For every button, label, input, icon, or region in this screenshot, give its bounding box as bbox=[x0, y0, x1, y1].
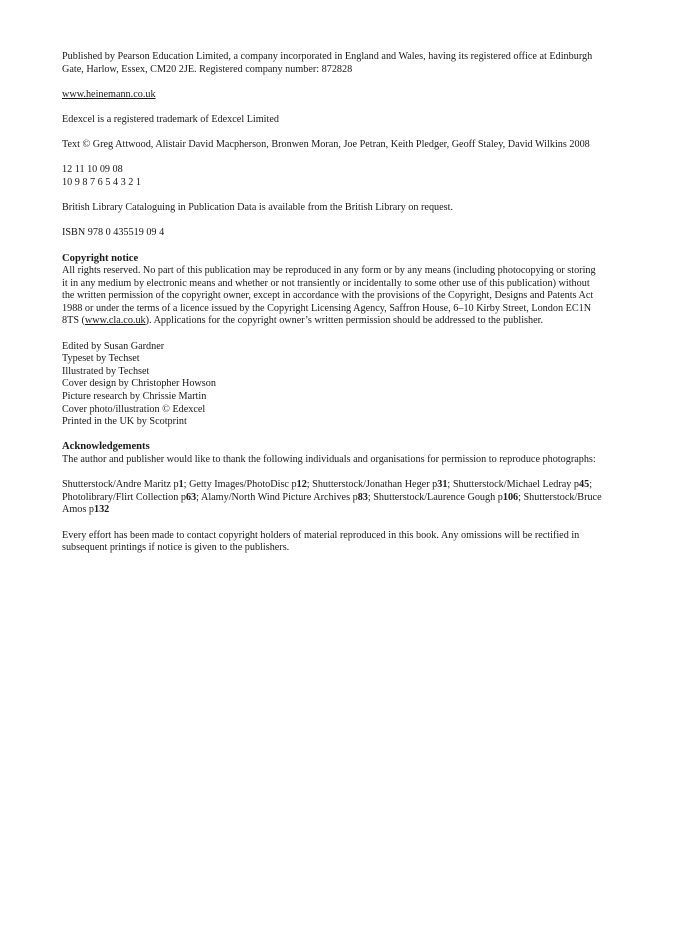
website-link[interactable] bbox=[62, 89, 602, 102]
website-url[interactable]: www.heinemann.co.uk bbox=[62, 88, 156, 100]
photo-credit-source: Alamy/North Wind Picture Archives p bbox=[200, 491, 358, 503]
photo-credit bbox=[373, 492, 523, 503]
print-line-2: 10 9 8 7 6 5 4 3 2 1 bbox=[62, 176, 141, 188]
photo-credit-source: Shutterstock/Michael Ledray p bbox=[452, 479, 579, 491]
photo-credit-page: 63 bbox=[185, 491, 197, 503]
photo-credit-page: 45 bbox=[579, 479, 590, 491]
copyright-notice-heading: Copyright notice bbox=[62, 252, 139, 264]
photo-credit bbox=[201, 492, 373, 503]
photo-credits bbox=[62, 479, 602, 517]
photo-credit bbox=[62, 492, 201, 503]
print-line-1: 12 11 10 09 08 bbox=[62, 164, 123, 176]
credit-line: Edited by Susan Gardner bbox=[62, 340, 165, 352]
closing-statement: Every effort has been made to contact copyright holders of material reproduced in this book. Any omissions will be rectified in subsequent printings if notice is given to the publishers. bbox=[62, 529, 580, 554]
photo-credit bbox=[453, 479, 592, 490]
photo-credit-separator: ; bbox=[183, 479, 190, 491]
copyright-notice-section bbox=[62, 253, 602, 329]
photo-credit-separator: ; bbox=[447, 479, 453, 491]
publisher-statement: Published by Pearson Education Limited, a company incorporated in England and Wales, having its registered office at Edinburgh Gate, Harlow, Essex, CM20 2JE. Registered company number: 872828 bbox=[62, 51, 593, 75]
print-run-lines bbox=[62, 164, 602, 189]
photo-credit-page: 12 bbox=[296, 479, 307, 491]
photo-credit-separator: ; bbox=[196, 491, 201, 503]
photo-credit-source: Photolibrary/Flirt Collection p bbox=[62, 491, 186, 503]
photo-credit-source: Getty Images/PhotoDisc p bbox=[189, 479, 297, 491]
photo-credit-page: 106 bbox=[502, 491, 519, 503]
photo-credit-page: 132 bbox=[93, 504, 110, 516]
acknowledgements-section bbox=[62, 441, 602, 466]
isbn: ISBN 978 0 435519 09 4 bbox=[62, 227, 165, 239]
cla-link[interactable]: www.cla.co.uk bbox=[84, 315, 146, 327]
copyright-page bbox=[62, 51, 602, 567]
copyright-notice-body bbox=[62, 265, 602, 328]
copyright-notice-text-a: All rights reserved. No part of this publication may be reproduced in any form or by any means (including photocopying or storing it in any medium by electronic means and whether or not transiently or incidentally to some other use of this publication) without the written permission of the copyright owner, except in accordance with the provisions of the Copyright, Designs and Patents Act 1988 or under the terms of a licence issued by the Copyright Licensing Agency, Saffron House, 6–10 Kirby Street, London EC1N 8TS ( bbox=[62, 265, 596, 327]
cip-statement: British Library Cataloguing in Publication Data is available from the British Library on request. bbox=[62, 202, 454, 214]
photo-credit bbox=[312, 479, 453, 490]
credit-line: Printed in the UK by Scotprint bbox=[62, 416, 187, 428]
photo-credit-source: Shutterstock/Jonathan Heger p bbox=[312, 479, 438, 491]
photo-credit-source: Shutterstock/Andre Maritz p bbox=[62, 479, 179, 491]
credit-line: Illustrated by Techset bbox=[62, 365, 150, 377]
credit-line: Typeset by Techset bbox=[62, 353, 140, 365]
photo-credit-page: 1 bbox=[178, 479, 184, 491]
photo-credit bbox=[189, 479, 312, 490]
photo-credit bbox=[62, 479, 189, 490]
acknowledgements-intro: The author and publisher would like to thank the following individuals and organisations for permission to reproduce photographs: bbox=[62, 454, 596, 465]
photo-credit-page: 31 bbox=[437, 479, 448, 491]
photo-credit-separator: ; bbox=[589, 479, 593, 491]
photo-credit-separator: ; bbox=[518, 491, 524, 503]
photo-credit-page: 83 bbox=[357, 491, 368, 503]
acknowledgements-heading: Acknowledgements bbox=[62, 441, 150, 453]
credit-line: Cover design by Christopher Howson bbox=[62, 378, 216, 390]
copyright-notice-text-b: ). Applications for the copyright owner’s written permission should be addressed to the publisher. bbox=[145, 315, 543, 327]
trademark-statement: Edexcel is a registered trademark of Edexcel Limited bbox=[62, 113, 279, 125]
photo-credit-source: Shutterstock/Bruce Amos p bbox=[62, 491, 602, 516]
photo-credit-separator: ; bbox=[367, 491, 374, 503]
photo-credit-separator: ; bbox=[306, 479, 313, 491]
credit-line: Picture research by Chrissie Martin bbox=[62, 391, 207, 403]
text-copyright: Text © Greg Attwood, Alistair David Macpherson, Bronwen Moran, Joe Petran, Keith Pledger, Geoff Staley, David Wilkins 2008 bbox=[62, 139, 590, 151]
credit-line: Cover photo/illustration © Edexcel bbox=[62, 403, 206, 415]
credits-list bbox=[62, 341, 602, 429]
photo-credit-source: Shutterstock/Laurence Gough p bbox=[373, 491, 503, 503]
